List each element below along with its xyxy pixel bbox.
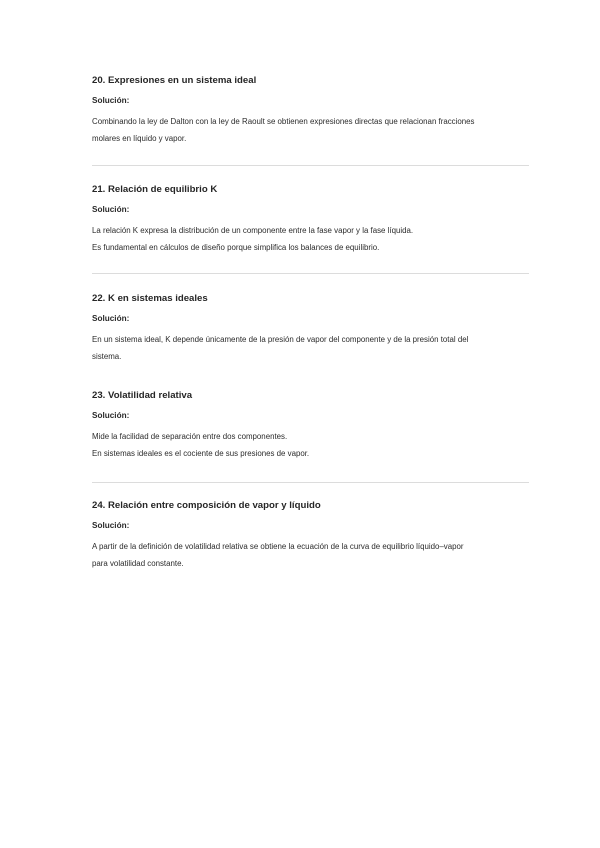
solution-label: Solución: [92, 96, 130, 105]
section-divider [92, 482, 529, 483]
solution-text [92, 223, 528, 256]
section-title: 24. Relación entre composición de vapor y líquido [92, 500, 321, 511]
section-divider [92, 165, 529, 166]
solution-text [92, 114, 528, 147]
section-divider [92, 273, 529, 274]
solution-text [92, 332, 528, 365]
solution-line: Combinando la ley de Dalton con la ley de Raoult se obtienen expresiones directas que relacionan fracciones [92, 117, 475, 126]
solution-line: sistema. [92, 351, 122, 361]
solution-label: Solución: [92, 205, 130, 214]
section-title: 23. Volatilidad relativa [92, 390, 193, 401]
solution-line: A partir de la definición de volatilidad relativa se obtiene la ecuación de la curva de equilibrio líquido–vapor [92, 542, 464, 551]
section-title: 20. Expresiones en un sistema ideal [92, 75, 257, 86]
section-24 [92, 499, 528, 572]
solution-line: Mide la facilidad de separación entre dos componentes. [92, 432, 288, 441]
section-22 [92, 292, 528, 365]
section-21 [92, 183, 528, 256]
solution-line: Es fundamental en cálculos de diseño porque simplifica los balances de equilibrio. [92, 242, 380, 252]
solution-line: molares en líquido y vapor. [92, 133, 187, 143]
solution-text [92, 539, 528, 572]
solution-line: para volatilidad constante. [92, 558, 184, 568]
section-title: 21. Relación de equilibrio K [92, 184, 218, 195]
solution-line: La relación K expresa la distribución de un componente entre la fase vapor y la fase líquida. [92, 226, 414, 235]
solution-text [92, 429, 528, 462]
solution-label: Solución: [92, 521, 130, 530]
section-20 [92, 74, 528, 147]
section-title: 22. K en sistemas ideales [92, 293, 208, 304]
section-23 [92, 389, 528, 462]
solution-label: Solución: [92, 411, 130, 420]
solution-line: En un sistema ideal, K depende únicamente de la presión de vapor del componente y de la presión total del [92, 335, 469, 344]
solution-label: Solución: [92, 314, 130, 323]
solution-line: En sistemas ideales es el cociente de sus presiones de vapor. [92, 448, 310, 458]
